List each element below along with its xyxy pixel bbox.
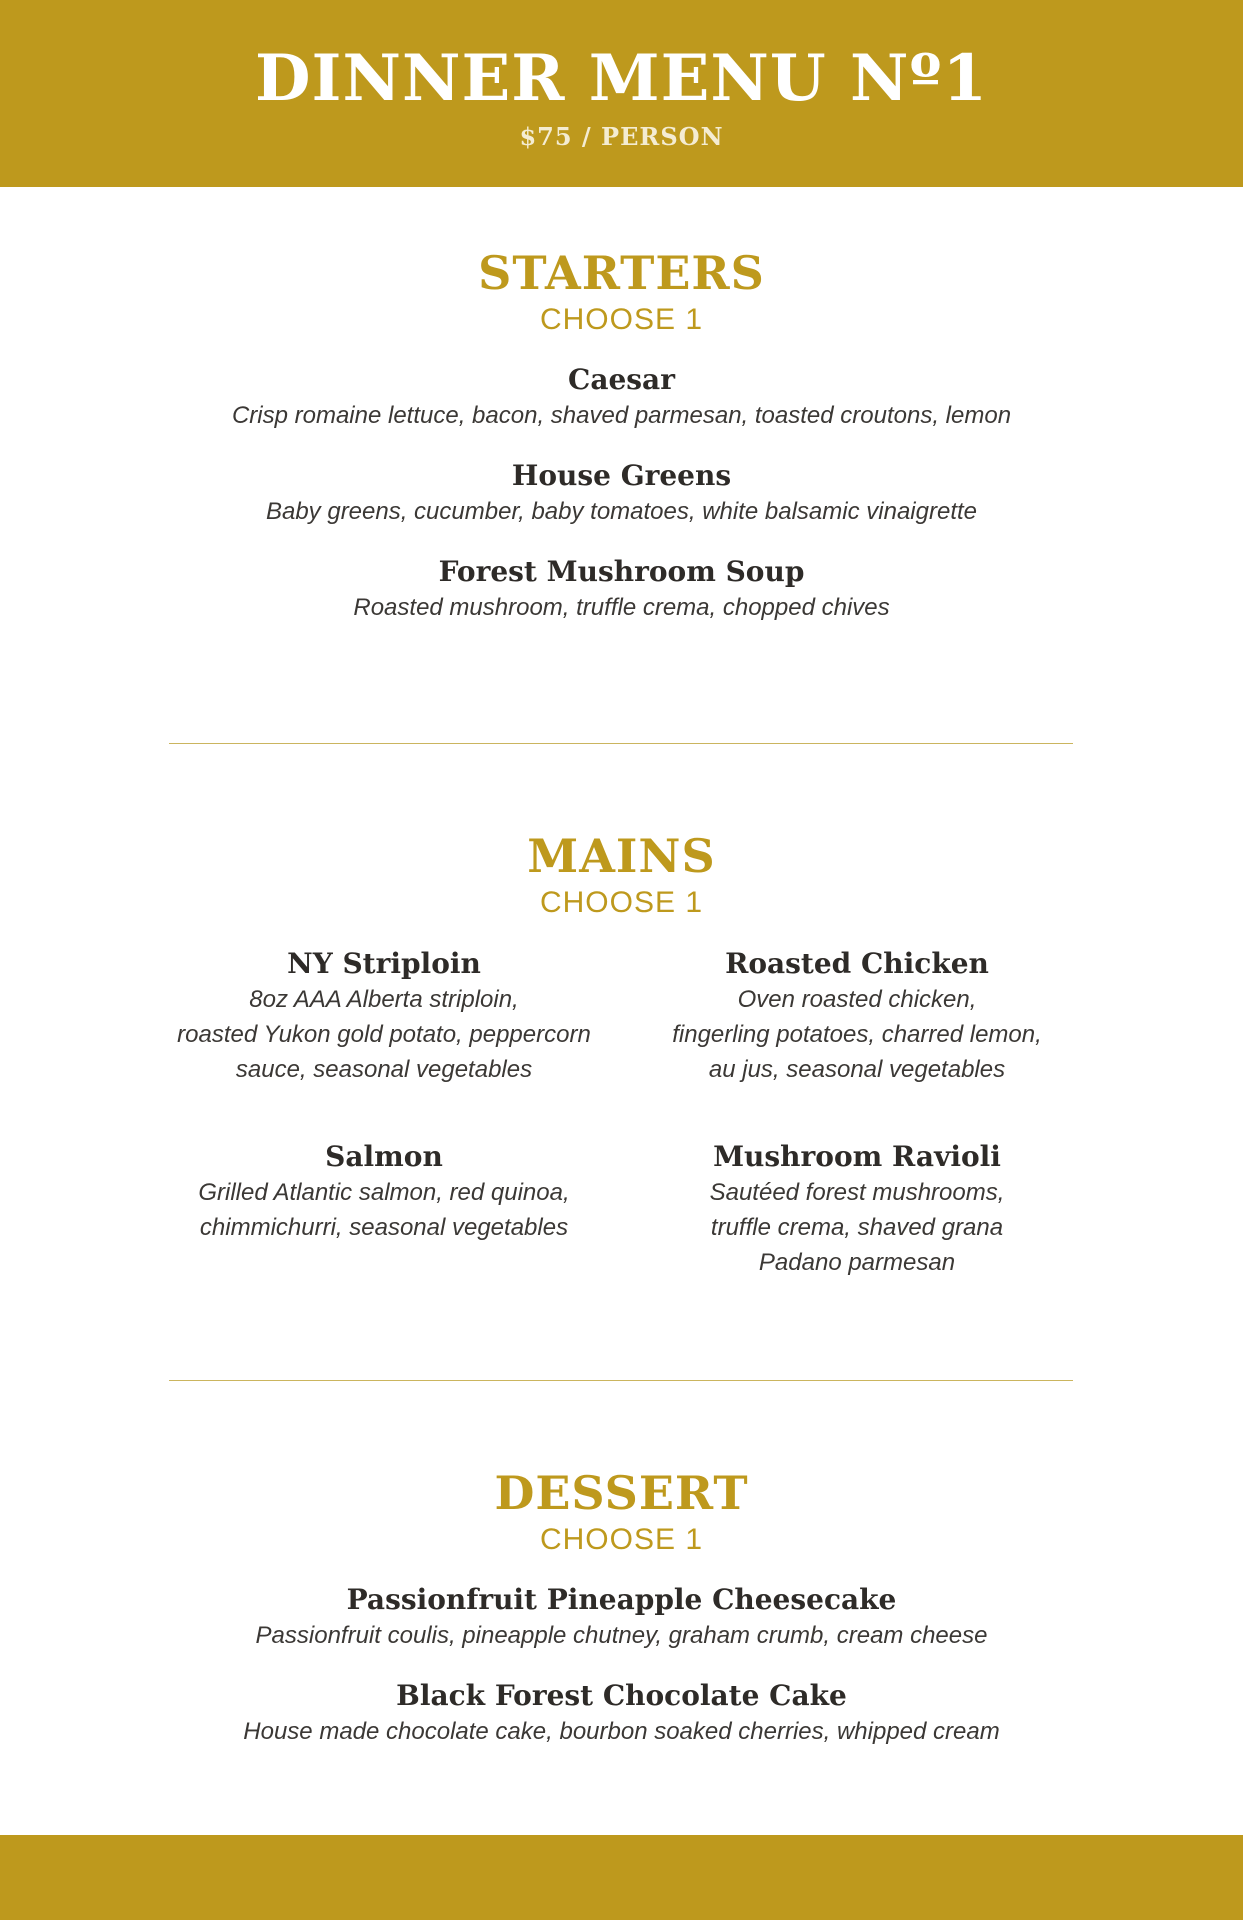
dish-ny-striploin <box>134 946 634 1087</box>
menu-price: $75 / PERSON <box>519 122 724 151</box>
dish-caesar <box>0 362 1243 433</box>
dish-description-line: chimmichurri, seasonal vegetables <box>199 1214 569 1241</box>
starters-title: STARTERS <box>478 246 765 300</box>
dish-name: Passionfruit Pineapple Cheesecake <box>346 1583 897 1616</box>
dish-name: Forest Mushroom Soup <box>438 555 805 588</box>
dish-description-line: au jus, seasonal vegetables <box>708 1056 1006 1083</box>
dish-description-line: 8oz AAA Alberta striploin, <box>249 986 519 1013</box>
dish-name: Caesar <box>568 363 675 396</box>
dish-forest-mushroom-soup <box>0 554 1243 625</box>
dish-description-line: sauce, seasonal vegetables <box>235 1056 533 1083</box>
dish-passionfruit-cheesecake <box>0 1582 1243 1653</box>
starters-heading <box>0 245 1243 339</box>
dish-name: Salmon <box>325 1140 443 1173</box>
dish-black-forest-cake <box>0 1678 1243 1749</box>
dish-name: House Greens <box>511 459 732 492</box>
menu-title: DINNER MENU Nº1 <box>255 41 988 116</box>
dish-roasted-chicken <box>607 946 1107 1087</box>
dish-description-line: Sautéed forest mushrooms, <box>709 1179 1005 1206</box>
dish-mushroom-ravioli <box>607 1139 1107 1280</box>
dish-description-line: roasted Yukon gold potato, peppercorn <box>177 1021 591 1048</box>
section-divider <box>169 743 1073 744</box>
mains-choose: CHOOSE 1 <box>539 886 704 919</box>
section-divider <box>169 1380 1073 1381</box>
dish-description: Passionfruit coulis, pineapple chutney, graham crumb, cream cheese <box>255 1622 988 1649</box>
mains-heading <box>0 828 1243 922</box>
dish-description-line: Oven roasted chicken, <box>737 986 977 1013</box>
dish-name: Roasted Chicken <box>725 947 989 980</box>
mains-title: MAINS <box>527 829 716 883</box>
header-bar <box>0 0 1243 187</box>
dish-name: Mushroom Ravioli <box>713 1140 1001 1173</box>
dish-description: Roasted mushroom, truffle crema, chopped chives <box>353 594 890 621</box>
dessert-heading <box>0 1465 1243 1559</box>
starters-choose: CHOOSE 1 <box>539 303 704 336</box>
dish-description-line: Padano parmesan <box>758 1249 956 1276</box>
dish-house-greens <box>0 458 1243 529</box>
dessert-choose: CHOOSE 1 <box>539 1523 704 1556</box>
dish-description: House made chocolate cake, bourbon soaked cherries, whipped cream <box>243 1718 1000 1745</box>
dish-description: Baby greens, cucumber, baby tomatoes, white balsamic vinaigrette <box>265 498 978 525</box>
dish-description-line: truffle crema, shaved grana <box>710 1214 1004 1241</box>
dessert-title: DESSERT <box>494 1466 749 1520</box>
dish-description-line: fingerling potatoes, charred lemon, <box>672 1021 1042 1048</box>
dish-description: Crisp romaine lettuce, bacon, shaved parmesan, toasted croutons, lemon <box>231 402 1012 429</box>
dish-name: Black Forest Chocolate Cake <box>396 1679 847 1712</box>
dish-description-line: Grilled Atlantic salmon, red quinoa, <box>198 1179 570 1206</box>
footer-bar <box>0 1835 1243 1920</box>
dish-salmon <box>134 1139 634 1245</box>
dish-name: NY Striploin <box>287 947 481 980</box>
